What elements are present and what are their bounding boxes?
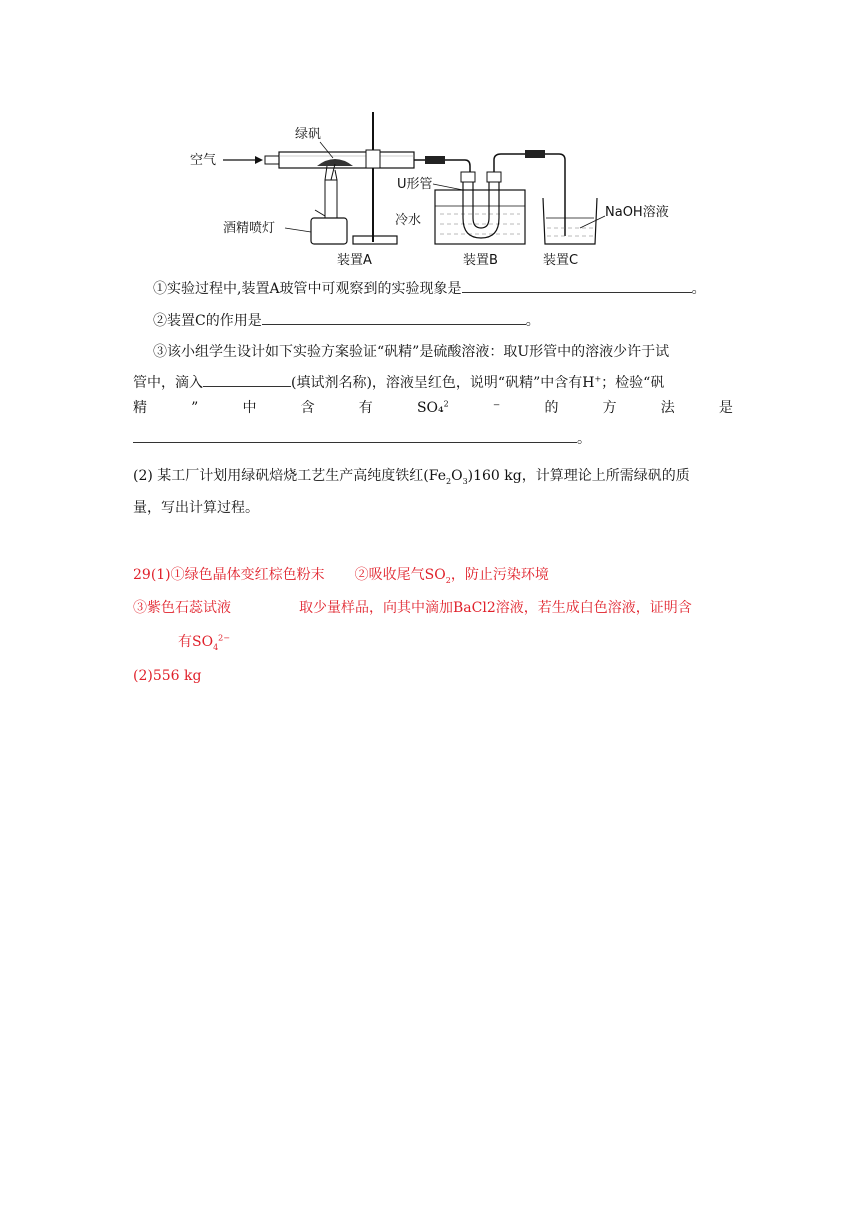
flame	[325, 164, 337, 180]
device-b-label: 装置B	[463, 253, 498, 268]
answer-blank-2	[262, 310, 526, 325]
answer-line-2: ③紫色石蕊试液 取少量样品，向其中滴加BaCl2溶液，若生成白色溶液，证明含	[133, 600, 692, 616]
answer-line-3: 有$SO_4^{2-}$	[178, 633, 230, 652]
naoh-label: NaOH溶液	[605, 205, 669, 220]
lamp-chimney	[325, 180, 337, 218]
device-a-label: 装置A	[337, 253, 372, 268]
beaker	[543, 198, 597, 244]
iron-stand-base	[353, 236, 397, 244]
clamp	[366, 150, 380, 168]
question-3-line-2: 管中，滴入 (填试剂名称)，溶液呈红色，说明“矾精”中含有H+；检验“矾	[133, 372, 664, 393]
lamp-label: 酒精喷灯	[223, 221, 276, 236]
answer-line-4: (2)556 kg	[133, 668, 202, 684]
answer-line-1: 29(1)①绿色晶体变红棕色粉末 ②吸收尾气$SO_2$，防止污染环境	[133, 567, 549, 585]
question-2: ②装置C的作用是 。	[153, 310, 540, 331]
answer-blank-1	[462, 278, 692, 293]
cold-water-label: 冷水	[395, 213, 422, 228]
cold-water-trough	[435, 190, 525, 244]
air-label: 空气	[190, 153, 217, 168]
part-2-line-2: 量，写出计算过程。	[133, 500, 259, 516]
question-1: ①实验过程中,装置A玻管中可观察到的实验现象是 。	[153, 278, 706, 299]
device-c-label: 装置C	[543, 253, 579, 268]
answer-blank-3	[203, 372, 291, 387]
u-tube-label: U形管	[397, 177, 433, 192]
inlet-tube	[265, 156, 279, 164]
question-3-line-1: ③该小组学生设计如下实验方案验证“矾精”是硫酸溶液：取U形管中的溶液少许于试	[153, 344, 670, 360]
part-2-line-1: (2) 某工厂计划用绿矾焙烧工艺生产高纯度铁红$(Fe_2O_3)160$ kg，计算理论上所需绿矾的质	[133, 468, 690, 486]
air-arrow-head	[255, 156, 263, 164]
apparatus-diagram	[185, 110, 745, 270]
u-tube	[463, 180, 499, 238]
spirit-lamp	[311, 218, 347, 244]
green-vitriol-label: 绿矾	[295, 127, 322, 142]
question-3-line-4: 。	[133, 428, 591, 449]
question-3-line-3: 精 ” 中 含 有 SO₄$^2$ ⁻ 的 方 法 是	[133, 399, 733, 416]
answer-blank-4	[133, 428, 577, 443]
rubber-connector	[425, 156, 445, 164]
